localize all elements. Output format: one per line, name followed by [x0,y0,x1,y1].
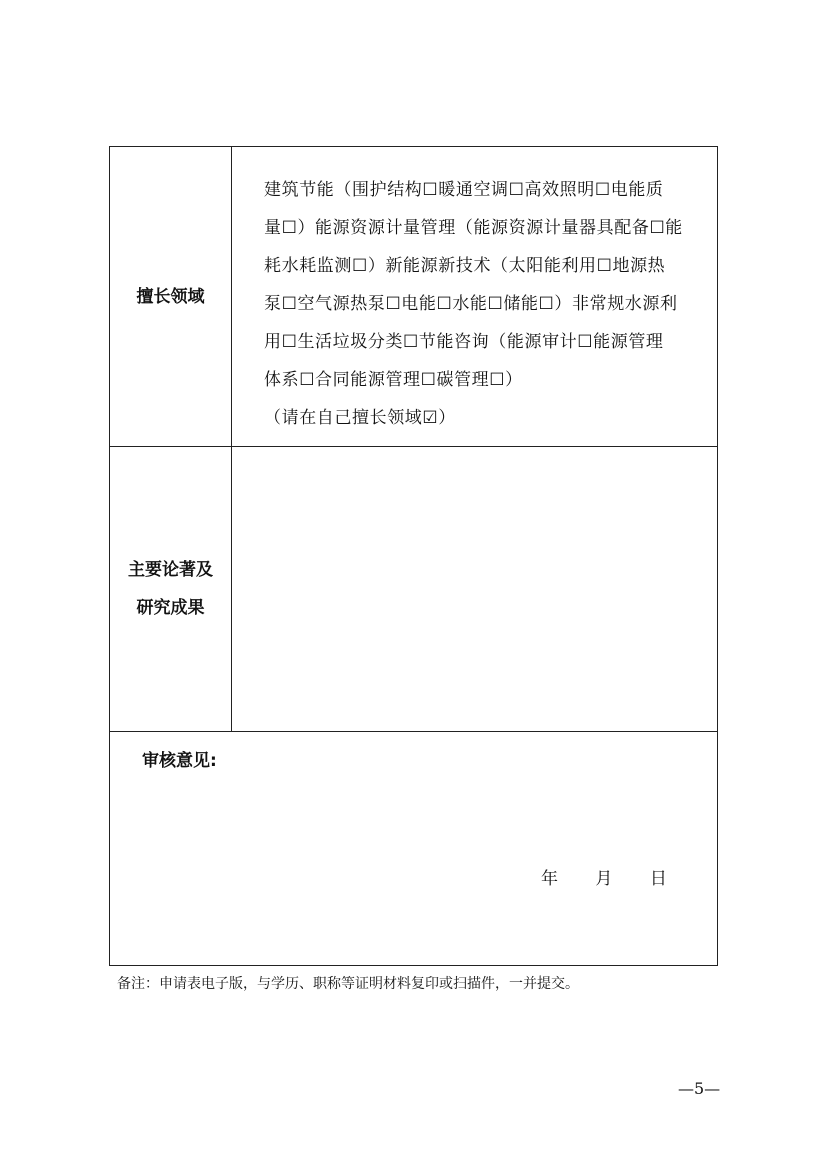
expertise-options[interactable] [264,171,712,437]
expertise-row [110,147,717,447]
expertise-line: 量☐）能源资源计量管理（能源资源计量器具配备☐能 [264,218,683,238]
footnote: 备注：申请表电子版，与学历、职称等证明材料复印或扫描件，一并提交。 [117,976,579,992]
year-label: 年 [541,869,558,889]
expertise-line: 体系☐合同能源管理☐碳管理☐） [264,370,523,390]
publications-label-cell [110,447,232,731]
month-label: 月 [595,869,613,889]
page-number: —5— [678,1079,721,1098]
day-label: 日 [649,869,667,889]
publications-row [110,447,717,732]
expertise-line: 泵☐空气源热泵☐电能☐水能☐储能☐）非常规水源利 [264,294,678,314]
expertise-line: 用☐生活垃圾分类☐节能咨询（能源审计☐能源管理 [264,332,664,352]
expertise-line: 建筑节能（围护结构☐暖通空调☐高效照明☐电能质 [264,180,664,200]
expertise-label-cell [110,147,232,446]
review-row[interactable] [110,732,717,965]
publications-label-line2: 研究成果 [136,598,205,618]
expertise-content-cell[interactable] [232,147,717,446]
review-label: 审核意见: [142,751,217,771]
review-date [541,864,667,889]
application-form-table [109,146,718,966]
publications-input-area[interactable] [232,447,717,731]
expertise-label: 擅长领域 [136,286,205,307]
publications-label-line1: 主要论著及 [128,560,213,580]
expertise-line: 耗水耗监测☐）新能源新技术（太阳能利用☐地源热 [264,256,666,276]
expertise-instruction: （请在自己擅长领域☑） [264,408,456,428]
